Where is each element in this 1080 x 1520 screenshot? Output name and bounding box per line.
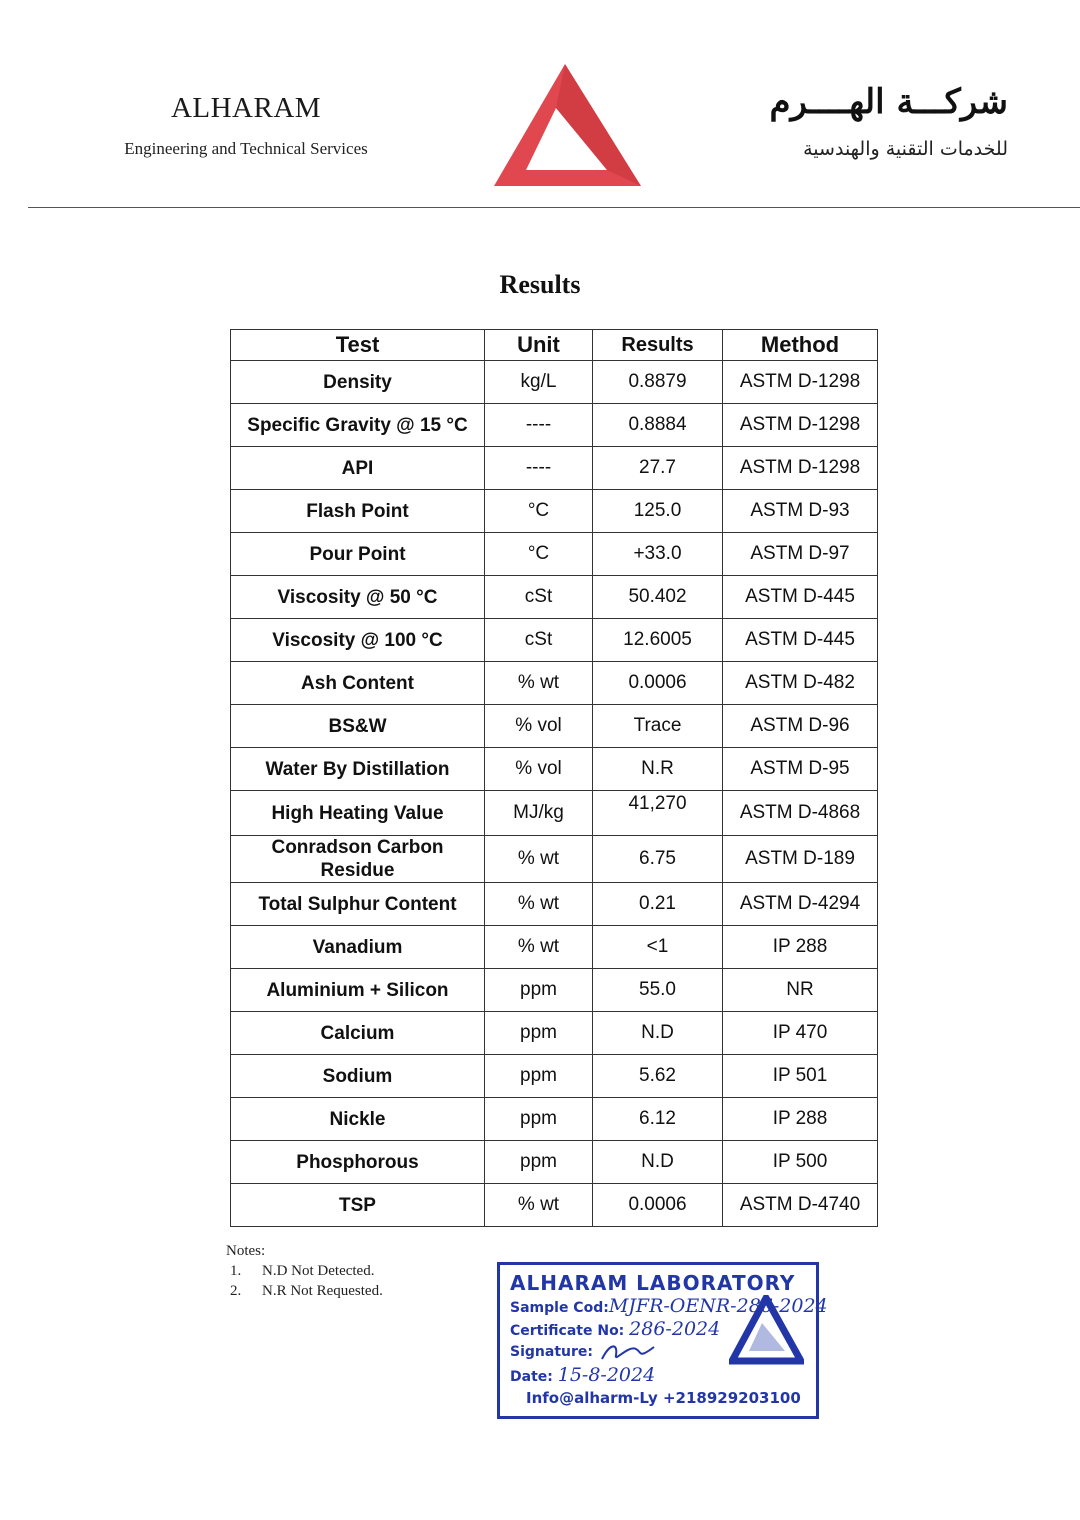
stamp-certificate-label: Certificate No: (510, 1323, 625, 1339)
table-row (231, 791, 878, 836)
unit-cell: % wt (485, 662, 593, 705)
table-row (231, 361, 878, 404)
company-subtitle-english: Engineering and Technical Services (124, 139, 368, 158)
result-cell: 125.0 (593, 490, 723, 533)
company-name-english: ALHARAM (170, 92, 322, 124)
table-row (231, 883, 878, 926)
method-cell: ASTM D-1298 (723, 404, 878, 447)
header-english (96, 92, 396, 159)
test-name: Water By Distillation (231, 748, 485, 791)
company-subtitle-arabic: للخدمات التقنية والهندسية (803, 138, 1008, 160)
stamp-date-value: 15-8-2024 (557, 1364, 656, 1386)
table-row (231, 662, 878, 705)
unit-cell: ppm (485, 1141, 593, 1184)
unit-cell: MJ/kg (485, 791, 593, 836)
unit-cell: ppm (485, 1098, 593, 1141)
unit-cell: °C (485, 490, 593, 533)
method-cell: IP 501 (723, 1055, 878, 1098)
method-cell: ASTM D-4740 (723, 1184, 878, 1227)
unit-cell: % wt (485, 926, 593, 969)
note-text: N.R Not Requested. (262, 1283, 383, 1299)
unit-cell: % vol (485, 748, 593, 791)
note-number: 1. (230, 1263, 242, 1279)
company-name-arabic: شركـــة الهــــرم (769, 82, 1008, 122)
stamp-signature-label: Signature: (510, 1344, 593, 1360)
note-number: 2. (230, 1283, 242, 1299)
header-test: Test (231, 330, 485, 361)
method-cell: NR (723, 969, 878, 1012)
unit-cell: cSt (485, 619, 593, 662)
method-cell: ASTM D-4294 (723, 883, 878, 926)
result-cell: 41,270 (593, 791, 723, 836)
test-name: Calcium (231, 1012, 485, 1055)
unit-cell: ppm (485, 969, 593, 1012)
test-name: Ash Content (231, 662, 485, 705)
note-text: N.D Not Detected. (262, 1263, 375, 1279)
unit-cell: ---- (485, 447, 593, 490)
stamp-date-row (510, 1364, 816, 1387)
table-row (231, 447, 878, 490)
unit-cell: % wt (485, 883, 593, 926)
laboratory-stamp (497, 1262, 828, 1419)
table-header-row (231, 330, 878, 361)
table-row (231, 926, 878, 969)
page-title: Results (499, 270, 581, 299)
result-cell: 0.21 (593, 883, 723, 926)
result-cell: 0.0006 (593, 662, 723, 705)
unit-cell: ppm (485, 1012, 593, 1055)
unit-cell: ---- (485, 404, 593, 447)
table-row (231, 533, 878, 576)
method-cell: ASTM D-482 (723, 662, 878, 705)
result-cell: 50.402 (593, 576, 723, 619)
table-row (231, 576, 878, 619)
result-cell: 55.0 (593, 969, 723, 1012)
unit-cell: % wt (485, 1184, 593, 1227)
method-cell: IP 288 (723, 926, 878, 969)
method-cell: ASTM D-4868 (723, 791, 878, 836)
header-results: Results (593, 330, 723, 361)
table-row (231, 1012, 878, 1055)
alharam-logo-icon (490, 60, 645, 192)
result-cell: 5.62 (593, 1055, 723, 1098)
unit-cell: % vol (485, 705, 593, 748)
notes-title: Notes: (226, 1243, 266, 1259)
method-cell: ASTM D-1298 (723, 361, 878, 404)
table-row (231, 1055, 878, 1098)
unit-cell: cSt (485, 576, 593, 619)
method-cell: ASTM D-95 (723, 748, 878, 791)
note-item (226, 1283, 383, 1300)
method-cell: ASTM D-1298 (723, 447, 878, 490)
header-divider (28, 207, 1080, 208)
table-row (231, 1184, 878, 1227)
result-cell: +33.0 (593, 533, 723, 576)
unit-cell: % wt (485, 836, 593, 883)
stamp-date-label: Date: (510, 1369, 553, 1385)
result-cell: Trace (593, 705, 723, 748)
test-name: API (231, 447, 485, 490)
test-name: Phosphorous (231, 1141, 485, 1184)
table-row (231, 836, 878, 883)
result-cell: 27.7 (593, 447, 723, 490)
stamp-contact: Info@alharm-Ly +218929203100 (526, 1389, 801, 1407)
test-name: Density (231, 361, 485, 404)
test-name: Conradson Carbon Residue (231, 836, 485, 883)
table-row (231, 705, 878, 748)
method-cell: ASTM D-445 (723, 619, 878, 662)
test-name: High Heating Value (231, 791, 485, 836)
result-cell: 0.8884 (593, 404, 723, 447)
notes (226, 1243, 383, 1300)
header-arabic (748, 82, 1008, 160)
test-name: Flash Point (231, 490, 485, 533)
stamp-title: ALHARAM LABORATORY (510, 1271, 796, 1295)
result-cell: 0.0006 (593, 1184, 723, 1227)
table-row (231, 748, 878, 791)
unit-cell: ppm (485, 1055, 593, 1098)
method-cell: ASTM D-97 (723, 533, 878, 576)
note-item (226, 1263, 383, 1280)
test-name: BS&W (231, 705, 485, 748)
method-cell: IP 500 (723, 1141, 878, 1184)
test-name: Total Sulphur Content (231, 883, 485, 926)
result-cell: N.R (593, 748, 723, 791)
results-table (230, 329, 878, 1227)
table-row (231, 1098, 878, 1141)
handwritten-signature-icon (598, 1341, 658, 1363)
result-cell: 6.75 (593, 836, 723, 883)
stamp-sample-label: Sample Cod: (510, 1300, 609, 1316)
result-cell: <1 (593, 926, 723, 969)
test-name: Vanadium (231, 926, 485, 969)
unit-cell: °C (485, 533, 593, 576)
test-name: Nickle (231, 1098, 485, 1141)
header-unit: Unit (485, 330, 593, 361)
result-cell: N.D (593, 1012, 723, 1055)
method-cell: ASTM D-445 (723, 576, 878, 619)
stamp-logo-icon (729, 1295, 804, 1365)
method-cell: IP 470 (723, 1012, 878, 1055)
test-name: Aluminium + Silicon (231, 969, 485, 1012)
result-cell: 12.6005 (593, 619, 723, 662)
header-method: Method (723, 330, 878, 361)
test-name: Sodium (231, 1055, 485, 1098)
method-cell: ASTM D-96 (723, 705, 878, 748)
result-cell: 0.8879 (593, 361, 723, 404)
test-name: Viscosity @ 100 °C (231, 619, 485, 662)
unit-cell: kg/L (485, 361, 593, 404)
method-cell: IP 288 (723, 1098, 878, 1141)
table-row (231, 490, 878, 533)
stamp-sample-value: MJFR-OENR-286-2024 (608, 1295, 828, 1317)
test-name: Specific Gravity @ 15 °C (231, 404, 485, 447)
method-cell: ASTM D-189 (723, 836, 878, 883)
result-cell: 6.12 (593, 1098, 723, 1141)
stamp-certificate-value: 286-2024 (629, 1318, 721, 1340)
table-row (231, 619, 878, 662)
test-name: Pour Point (231, 533, 485, 576)
table-row (231, 404, 878, 447)
method-cell: ASTM D-93 (723, 490, 878, 533)
test-name: TSP (231, 1184, 485, 1227)
table-row (231, 1141, 878, 1184)
test-name: Viscosity @ 50 °C (231, 576, 485, 619)
result-cell: N.D (593, 1141, 723, 1184)
table-row (231, 969, 878, 1012)
